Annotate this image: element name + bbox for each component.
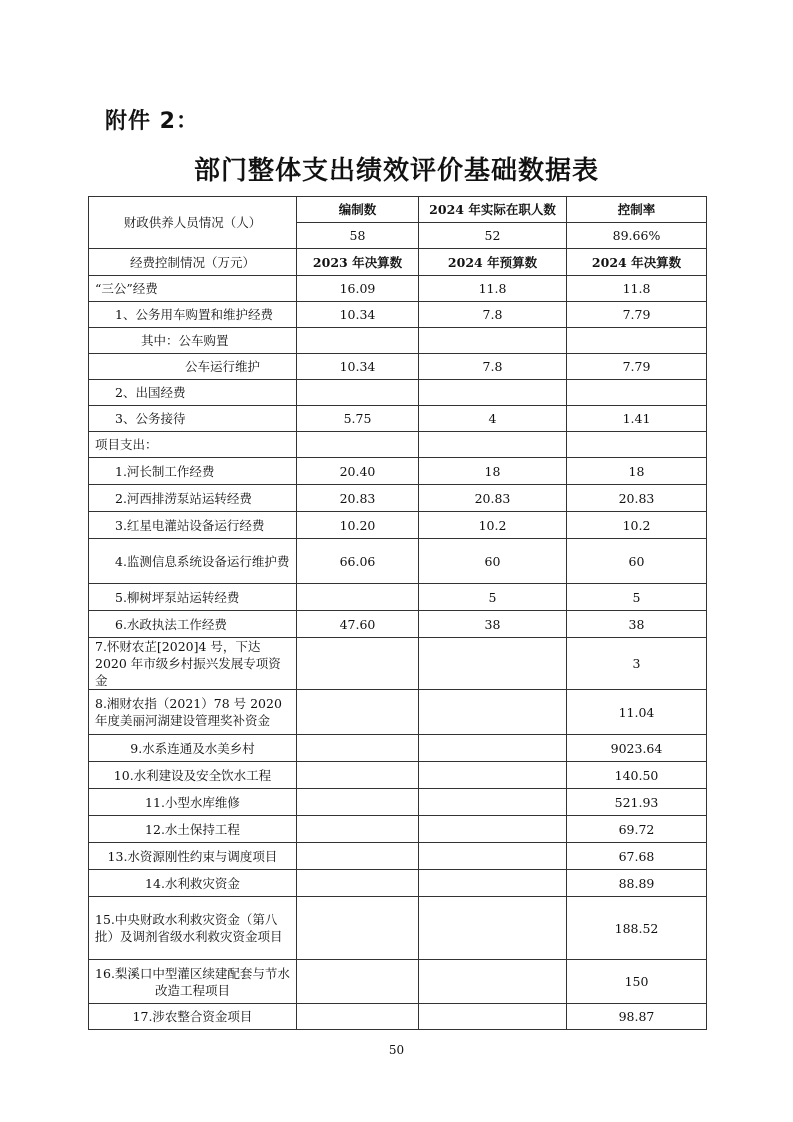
- value-cell: 5.75: [297, 406, 419, 432]
- table-row: [89, 816, 707, 843]
- header-cell: 2024 年实际在职人数: [419, 197, 567, 223]
- row-label: 10.水利建设及安全饮水工程: [89, 762, 297, 789]
- table-row: [89, 735, 707, 762]
- value-cell: [567, 328, 707, 354]
- row-label: 3、公务接待: [89, 406, 297, 432]
- value-cell: [419, 735, 567, 762]
- value-cell: 58: [297, 223, 419, 249]
- attachment-label: 附件 2：: [105, 109, 199, 134]
- value-cell: [419, 638, 567, 690]
- value-cell: 11.8: [567, 276, 707, 302]
- value-cell: [567, 380, 707, 406]
- table-row: [89, 539, 707, 584]
- row-label: 14.水利救灾资金: [89, 870, 297, 897]
- row-label: 9.水系连通及水美乡村: [89, 735, 297, 762]
- value-cell: [297, 584, 419, 611]
- row-label: 15.中央财政水利救灾资金（第八批）及调剂省级水利救灾资金项目: [89, 897, 297, 960]
- row-label: 8.湘财农指（2021）78 号 2020 年度美丽河湖建设管理奖补资金: [89, 690, 297, 735]
- value-cell: [297, 328, 419, 354]
- value-cell: 10.2: [419, 512, 567, 539]
- data-table: [88, 196, 707, 1030]
- table-row: [89, 354, 707, 380]
- table-row: [89, 897, 707, 960]
- row-label: 13.水资源刚性约束与调度项目: [89, 843, 297, 870]
- table-row: [89, 690, 707, 735]
- value-cell: 60: [419, 539, 567, 584]
- value-cell: [297, 960, 419, 1004]
- header-cell: 编制数: [297, 197, 419, 223]
- value-cell: 7.79: [567, 302, 707, 328]
- staff-label: 财政供养人员情况（人）: [89, 197, 297, 249]
- value-cell: [419, 816, 567, 843]
- row-label: 项目支出：: [89, 432, 297, 458]
- value-cell: [297, 380, 419, 406]
- value-cell: 16.09: [297, 276, 419, 302]
- row-label: 7.怀财农芷[2020]4 号，下达 2020 年市级乡村振兴发展专项资金: [89, 638, 297, 690]
- value-cell: 89.66%: [567, 223, 707, 249]
- value-cell: 98.87: [567, 1004, 707, 1030]
- table-row: [89, 276, 707, 302]
- table-row: [89, 762, 707, 789]
- header-cell: 2023 年决算数: [297, 249, 419, 276]
- row-label: 2、出国经费: [89, 380, 297, 406]
- value-cell: 188.52: [567, 897, 707, 960]
- value-cell: [297, 1004, 419, 1030]
- value-cell: 18: [567, 458, 707, 485]
- table-row: [89, 870, 707, 897]
- value-cell: 10.34: [297, 302, 419, 328]
- value-cell: [419, 762, 567, 789]
- table-row: [89, 380, 707, 406]
- value-cell: [419, 960, 567, 1004]
- value-cell: 20.83: [567, 485, 707, 512]
- value-cell: 9023.64: [567, 735, 707, 762]
- table-row: [89, 302, 707, 328]
- value-cell: 66.06: [297, 539, 419, 584]
- header-cell: 2024 年预算数: [419, 249, 567, 276]
- value-cell: [297, 897, 419, 960]
- value-cell: 60: [567, 539, 707, 584]
- value-cell: 3: [567, 638, 707, 690]
- value-cell: [297, 789, 419, 816]
- table-row: [89, 960, 707, 1004]
- row-label: 11.小型水库维修: [89, 789, 297, 816]
- table-row: [89, 789, 707, 816]
- row-label: 5.柳树坪泵站运转经费: [89, 584, 297, 611]
- row-label: 公车运行维护: [89, 354, 297, 380]
- row-label: “三公”经费: [89, 276, 297, 302]
- value-cell: 47.60: [297, 611, 419, 638]
- value-cell: 10.20: [297, 512, 419, 539]
- value-cell: [419, 432, 567, 458]
- value-cell: 10.34: [297, 354, 419, 380]
- value-cell: [297, 432, 419, 458]
- value-cell: 10.2: [567, 512, 707, 539]
- value-cell: 7.79: [567, 354, 707, 380]
- value-cell: [297, 638, 419, 690]
- value-cell: 38: [567, 611, 707, 638]
- table-row: [89, 638, 707, 690]
- value-cell: [297, 816, 419, 843]
- value-cell: 20.40: [297, 458, 419, 485]
- row-label: 1、公务用车购置和维护经费: [89, 302, 297, 328]
- value-cell: 140.50: [567, 762, 707, 789]
- table-row: [89, 485, 707, 512]
- value-cell: [419, 1004, 567, 1030]
- table-row: [89, 611, 707, 638]
- value-cell: [419, 328, 567, 354]
- value-cell: [297, 690, 419, 735]
- value-cell: 521.93: [567, 789, 707, 816]
- table-row: [89, 328, 707, 354]
- value-cell: [297, 843, 419, 870]
- table-row: [89, 843, 707, 870]
- table-row: [89, 1004, 707, 1030]
- row-label: 12.水土保持工程: [89, 816, 297, 843]
- value-cell: [419, 870, 567, 897]
- row-label: 2.河西排涝泵站运转经费: [89, 485, 297, 512]
- table-row: [89, 584, 707, 611]
- value-cell: 52: [419, 223, 567, 249]
- value-cell: 150: [567, 960, 707, 1004]
- value-cell: [297, 762, 419, 789]
- value-cell: [297, 735, 419, 762]
- row-label: 4.监测信息系统设备运行维护费: [89, 539, 297, 584]
- value-cell: 1.41: [567, 406, 707, 432]
- header-cell: 2024 年决算数: [567, 249, 707, 276]
- value-cell: 7.8: [419, 302, 567, 328]
- row-label: 16.梨溪口中型灌区续建配套与节水改造工程项目: [89, 960, 297, 1004]
- value-cell: 11.8: [419, 276, 567, 302]
- value-cell: [419, 789, 567, 816]
- table-row: [89, 458, 707, 485]
- value-cell: [419, 690, 567, 735]
- value-cell: 4: [419, 406, 567, 432]
- value-cell: 20.83: [419, 485, 567, 512]
- page-title: 部门整体支出绩效评价基础数据表: [193, 156, 599, 186]
- value-cell: [419, 897, 567, 960]
- row-label: 3.红星电灌站设备运行经费: [89, 512, 297, 539]
- table-row: [89, 432, 707, 458]
- page-number: 50: [388, 1043, 405, 1057]
- row-label: 17.涉农整合资金项目: [89, 1004, 297, 1030]
- value-cell: 7.8: [419, 354, 567, 380]
- value-cell: [419, 843, 567, 870]
- row-label: 其中：公车购置: [89, 328, 297, 354]
- funds-label: 经费控制情况（万元）: [89, 249, 297, 276]
- value-cell: 20.83: [297, 485, 419, 512]
- table-row: [89, 406, 707, 432]
- value-cell: 18: [419, 458, 567, 485]
- value-cell: 5: [567, 584, 707, 611]
- value-cell: [297, 870, 419, 897]
- row-label: 6.水政执法工作经费: [89, 611, 297, 638]
- value-cell: 88.89: [567, 870, 707, 897]
- table-row: [89, 512, 707, 539]
- value-cell: 5: [419, 584, 567, 611]
- value-cell: [567, 432, 707, 458]
- row-label: 1.河长制工作经费: [89, 458, 297, 485]
- value-cell: 38: [419, 611, 567, 638]
- value-cell: 67.68: [567, 843, 707, 870]
- header-cell: 控制率: [567, 197, 707, 223]
- value-cell: [419, 380, 567, 406]
- value-cell: 69.72: [567, 816, 707, 843]
- value-cell: 11.04: [567, 690, 707, 735]
